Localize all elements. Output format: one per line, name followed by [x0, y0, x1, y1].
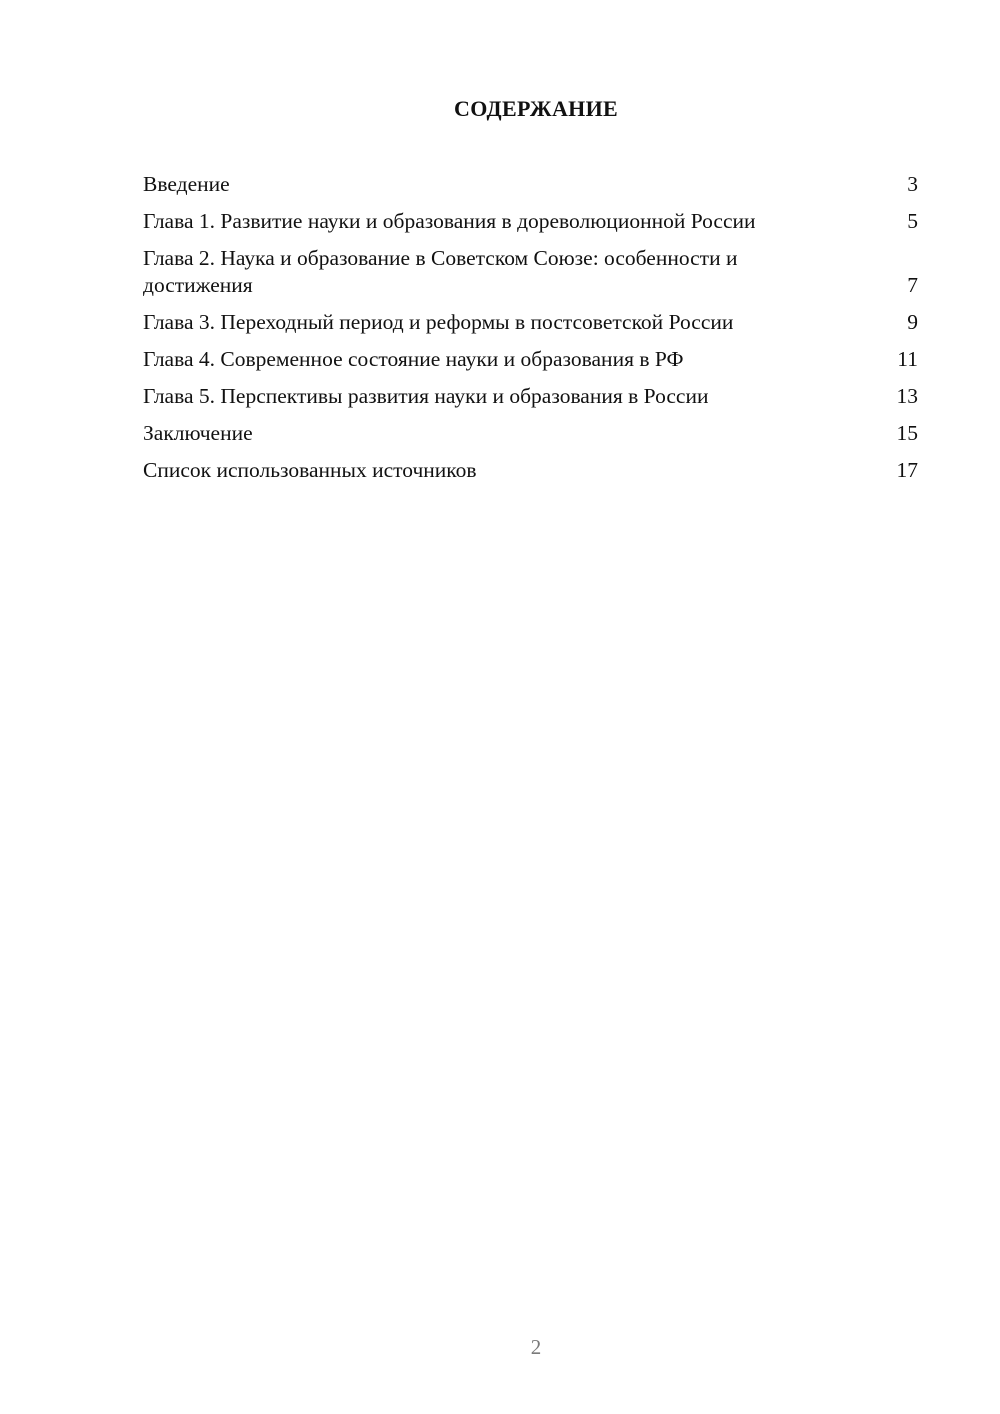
page-number: 2: [530, 1335, 542, 1359]
toc-entry-page: 5: [907, 209, 918, 233]
toc-entry-label: Глава 4. Современное состояние науки и образования в РФ: [143, 347, 684, 371]
toc-entry-label: Заключение: [143, 421, 253, 445]
toc-entry[interactable]: [143, 383, 918, 410]
toc-entry-page: 17: [896, 458, 918, 482]
toc-entry-label: Глава 5. Перспективы развития науки и образования в России: [143, 384, 709, 408]
toc-entry[interactable]: [143, 245, 918, 299]
toc-entry-page: 9: [907, 310, 918, 334]
toc-entry-page: 3: [907, 172, 918, 196]
table-of-contents: [143, 171, 918, 494]
page-title: СОДЕРЖАНИЕ: [454, 96, 618, 121]
toc-entry[interactable]: [143, 171, 918, 198]
toc-entry-label: Введение: [143, 172, 230, 196]
toc-entry[interactable]: [143, 309, 918, 336]
toc-entry[interactable]: [143, 420, 918, 447]
toc-entry-label: Глава 1. Развитие науки и образования в дореволюционной России: [143, 209, 756, 233]
toc-entry-page: 13: [896, 384, 918, 408]
toc-entry-page: 7: [907, 273, 918, 297]
toc-entry[interactable]: [143, 208, 918, 235]
toc-entry-label: Глава 2. Наука и образование в Советском Союзе: особенности и достижения: [143, 246, 738, 297]
toc-entry-label: Список использованных источников: [143, 458, 477, 482]
toc-entry-page: 15: [896, 421, 918, 445]
toc-entry-page: 11: [897, 347, 918, 371]
toc-entry[interactable]: [143, 457, 918, 484]
toc-entry[interactable]: [143, 346, 918, 373]
toc-entry-label: Глава 3. Переходный период и реформы в постсоветской России: [143, 310, 734, 334]
